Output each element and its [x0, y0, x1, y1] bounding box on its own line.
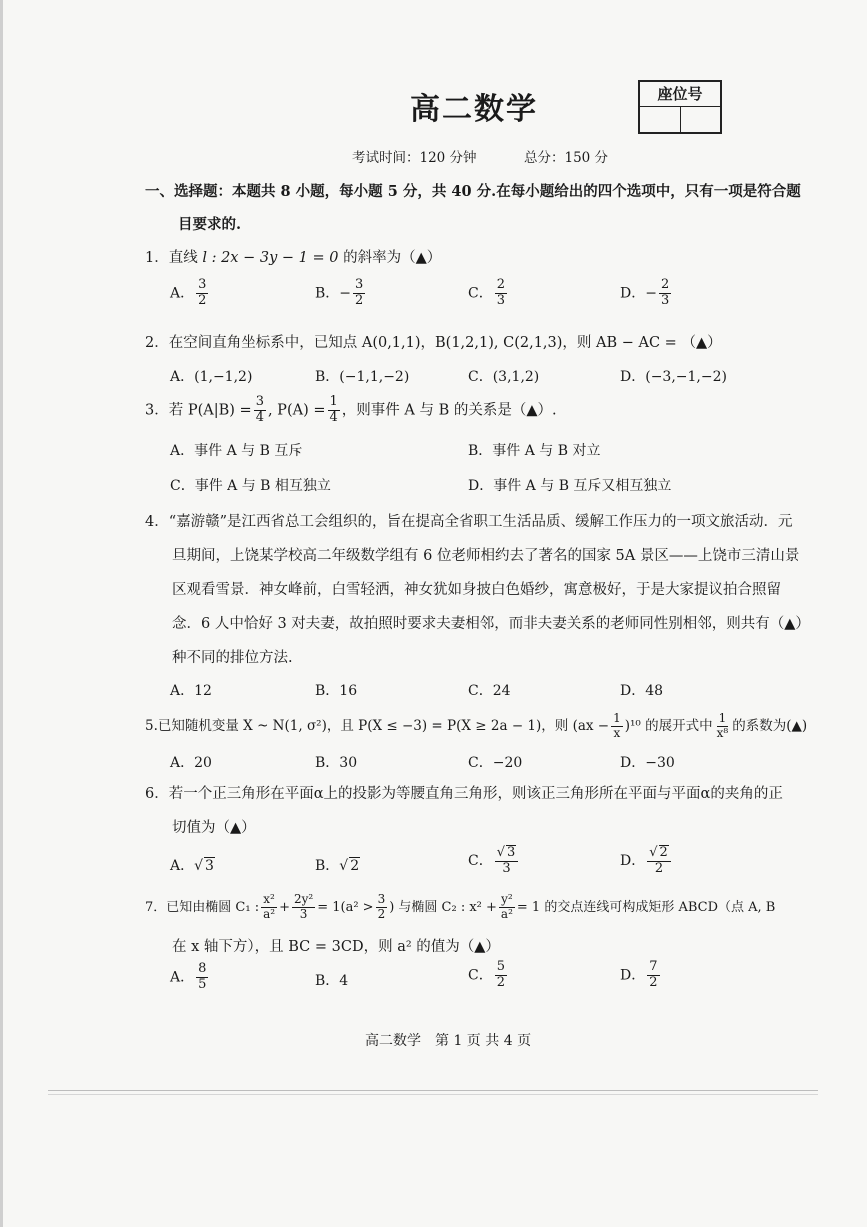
q4-option-c: C．24	[468, 683, 511, 699]
question-6-line-1: 6．若一个正三角形在平面α上的投影为等腰直角三角形，则该正三角形所在平面与平面α的夹角的正	[145, 786, 783, 802]
q2-option-b: B．(−1,1,−2)	[315, 369, 410, 385]
q3-option-c: C．事件 A 与 B 相互独立	[170, 478, 331, 494]
q5-option-b: B．30	[315, 755, 358, 771]
seat-number-box	[638, 80, 722, 134]
q1-option-b: B．− $\frac{3}{2}$	[315, 277, 364, 308]
q4-option-a: A．12	[170, 683, 212, 699]
question-4-line-3: 区观看雪景．神女峰前，白雪轻洒，神女犹如身披白色婚纱，寓意极好，于是大家提议拍合照留	[172, 582, 781, 598]
question-text: 直线	[168, 250, 198, 266]
question-6-line-2: 切值为（▲）	[172, 820, 256, 836]
question-2: 2．在空间直角坐标系中，已知点 A(0,1,1)，B(1,2,1), C(2,1,3)，则 AB − AC = （▲）	[145, 335, 722, 351]
q1-option-c: C． $\frac{2}{3}$	[468, 277, 505, 308]
q4-option-d: D．48	[620, 683, 664, 699]
q2-option-c: C．(3,1,2)	[468, 369, 540, 385]
question-number: 1．	[145, 250, 169, 266]
page-title: 高二数学	[410, 92, 538, 127]
q5-option-c: C．−20	[468, 755, 523, 771]
q5-option-d: D．−30	[620, 755, 675, 771]
q1-option-a: A． $\frac{3}{2}$	[170, 277, 207, 308]
q3-option-d: D．事件 A 与 B 互斥又相互独立	[468, 478, 672, 494]
question-4-line-1: 4．“嘉游赣”是江西省总工会组织的，旨在提高全省职工生活品质、缓解工作压力的一项文旅活动．元	[145, 514, 793, 530]
q7-option-c: C． $\frac{5}{2}$	[468, 959, 505, 990]
question-7-line-1: 7．已知由椭圆 C₁ : $\frac{\text{x²}}{\text{a²}}$ + $\frac{\text{2y²}}{3}$ = 1(a² > $\frac{3}{2}$ ) 与椭圆 C₂ : x² + $\frac{\text{y²}}{\text{a²}}$ = 1 的交点连线可构成矩形 ABCD（点 A, B	[145, 892, 776, 921]
question-3: 3．若 P(A|B) = $\frac{3}{4}$ , P(A) = $\frac{1}{4}$ ，则事件 A 与 B 的关系是（▲）.	[145, 394, 557, 425]
q6-option-a: A．√ 3	[170, 858, 214, 874]
q7-option-a: A． $\frac{8}{5}$	[170, 961, 207, 992]
exam-time: 考试时间：120 分钟	[352, 150, 477, 166]
question-7-line-2: 在 x 轴下方），且 BC = 3CD，则 a² 的值为（▲）	[172, 939, 500, 955]
q4-option-b: B．16	[315, 683, 358, 699]
q1-option-d: D．− $\frac{2}{3}$	[620, 277, 670, 308]
q6-option-b: B．√ 2	[315, 858, 360, 874]
q7-option-b: B．4	[315, 973, 349, 989]
q2-option-a: A．(1,−1,2)	[170, 369, 253, 385]
bottom-rule	[48, 1090, 818, 1091]
section-heading-cont: 目要求的.	[178, 216, 242, 233]
question-1	[145, 246, 441, 267]
q6-option-c: C． $\frac{√ 3}{3}$	[468, 845, 520, 877]
seat-box-divider	[680, 107, 681, 132]
question-text: 的斜率为（▲）	[343, 250, 442, 266]
q2-option-d: D．(−3,−1,−2)	[620, 369, 727, 385]
total-score: 总分：150 分	[524, 150, 609, 166]
seat-number-label: 座位号	[640, 82, 720, 107]
question-4-line-2: 旦期间，上饶某学校高二年级数学组有 6 位老师相约去了著名的国家 5A 景区——上饶市三清山景	[172, 548, 800, 564]
q6-option-d: D． $\frac{√ 2}{2}$	[620, 845, 673, 877]
bottom-rule-shadow	[48, 1094, 818, 1095]
section-heading: 一、选择题：本题共 8 小题，每小题 5 分，共 40 分.在每小题给出的四个选项中，只有一项是符合题	[145, 183, 801, 200]
math-expression: l : 2x − 3y − 1 = 0	[202, 250, 339, 266]
question-5: 5.已知随机变量 X ~ N(1, σ²)，且 P(X ≤ −3) = P(X ≥ 2a − 1)，则 (ax − $\frac{1}{x}$ )¹⁰ 的展开式中 $\frac{1}{\text{x⁸}}$ 的系数为(▲)	[145, 711, 808, 740]
question-4-line-5: 种不同的排位方法.	[172, 650, 293, 666]
q3-option-b: B．事件 A 与 B 对立	[468, 443, 601, 459]
q7-option-d: D． $\frac{7}{2}$	[620, 959, 658, 990]
q5-option-a: A．20	[170, 755, 212, 771]
page-footer: 高二数学 第 1 页 共 4 页	[365, 1033, 532, 1049]
q3-option-a: A．事件 A 与 B 互斥	[170, 443, 303, 459]
scan-edge	[0, 0, 3, 1227]
question-4-line-4: 念．6 人中恰好 3 对夫妻，故拍照时要求夫妻相邻，而非夫妻关系的老师同性别相邻，则共有（▲）	[172, 616, 810, 632]
